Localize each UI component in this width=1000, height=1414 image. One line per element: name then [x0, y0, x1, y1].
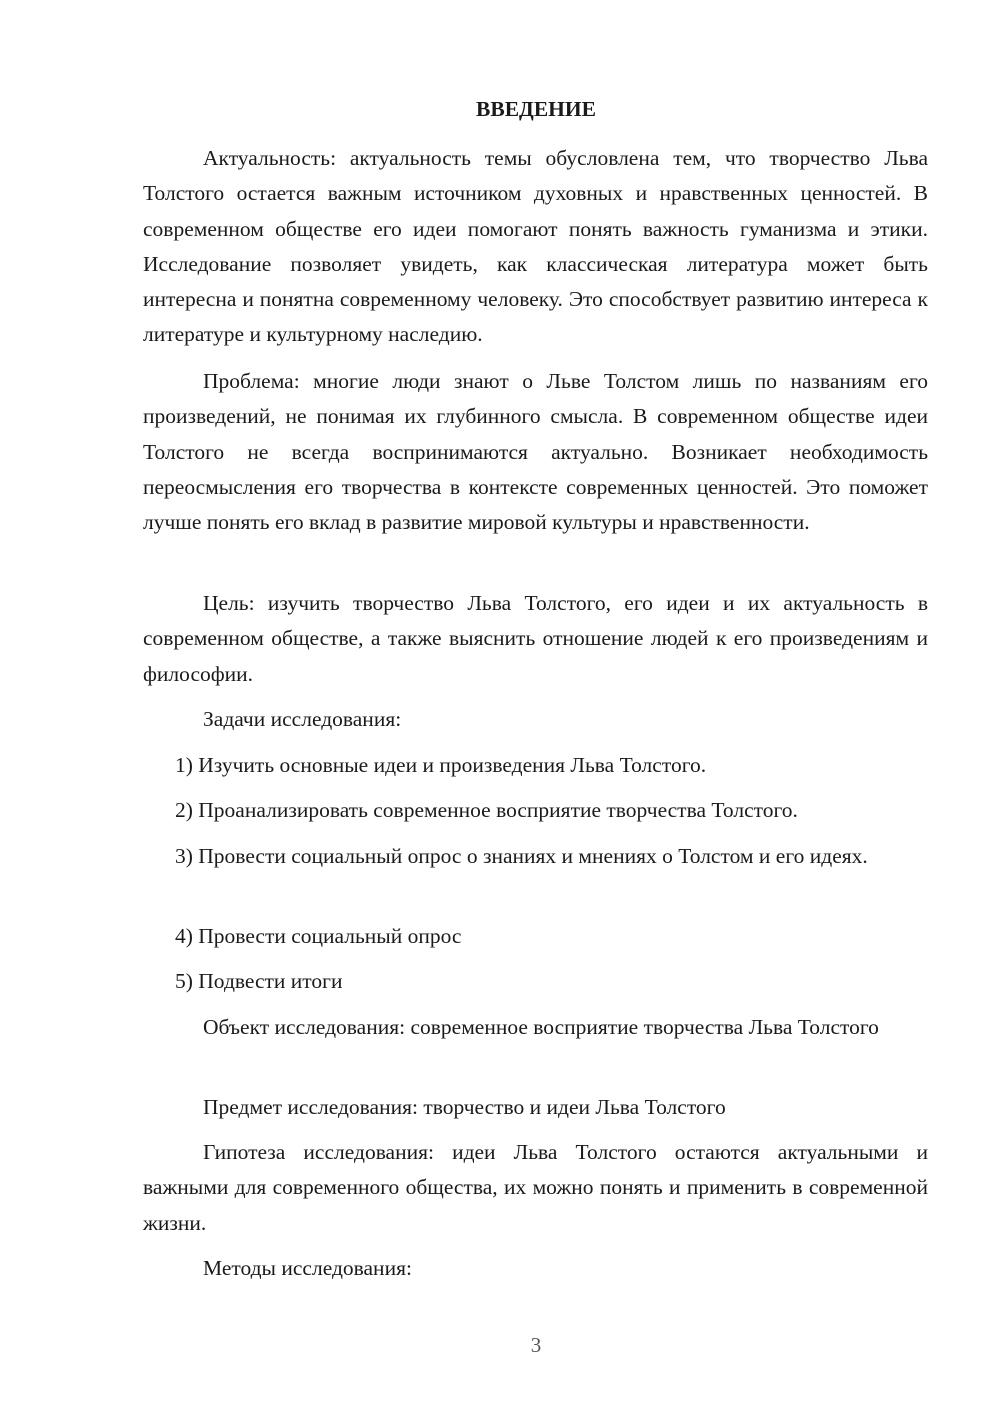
page-number: 3: [530, 1333, 542, 1357]
paragraph-problem: Проблема: многие люди знают о Льве Толстом лишь по названиям его произведений, не понимая их глубинного смысла. В современном обществе идеи Толстого не всегда воспринимаются актуально. Возникает необходимость переосмысления его творчества в контексте современных ценностей. Это поможет лучше понять его вклад в развитие мировой культуры и нравственности.: [143, 369, 928, 535]
paragraph-hypothesis: Гипотеза исследования: идеи Льва Толстого остаются актуальными и важными для современного общества, их можно понять и применить в современной жизни.: [143, 1140, 928, 1235]
list-item-task-1: 1) Изучить основные идеи и произведения Льва Толстого.: [175, 753, 707, 777]
section-title: ВВЕДЕНИЕ: [476, 97, 596, 121]
list-item-task-3: 3) Провести социальный опрос о знаниях и мнениях о Толстом и его идеях.: [175, 844, 868, 868]
paragraph-subject: Предмет исследования: творчество и идеи Льва Толстого: [203, 1095, 726, 1119]
paragraph-relevance: Актуальность: актуальность темы обусловлена тем, что творчество Льва Толстого остается важным источником духовных и нравственных ценностей. В современном обществе его идеи помогают понять важность гуманизма и этики. Исследование позволяет увидеть, как классическая литература может быть интересна и понятна современному человеку. Это способствует развитию интереса к литературе и культурному наследию.: [143, 146, 928, 347]
paragraph-methods: Методы исследования:: [203, 1256, 412, 1280]
list-item-task-2: 2) Проанализировать современное восприятие творчества Толстого.: [175, 798, 798, 822]
list-item-task-5: 5) Подвести итоги: [175, 969, 343, 993]
paragraph-object: Объект исследования: современное восприятие творчества Льва Толстого: [203, 1015, 879, 1039]
list-item-task-4: 4) Провести социальный опрос: [175, 924, 462, 948]
paragraph-goal: Цель: изучить творчество Льва Толстого, его идеи и их актуальность в современном обществе, а также выяснить отношение людей к его произведениям и философии.: [143, 591, 928, 686]
tasks-heading: Задачи исследования:: [203, 707, 402, 731]
